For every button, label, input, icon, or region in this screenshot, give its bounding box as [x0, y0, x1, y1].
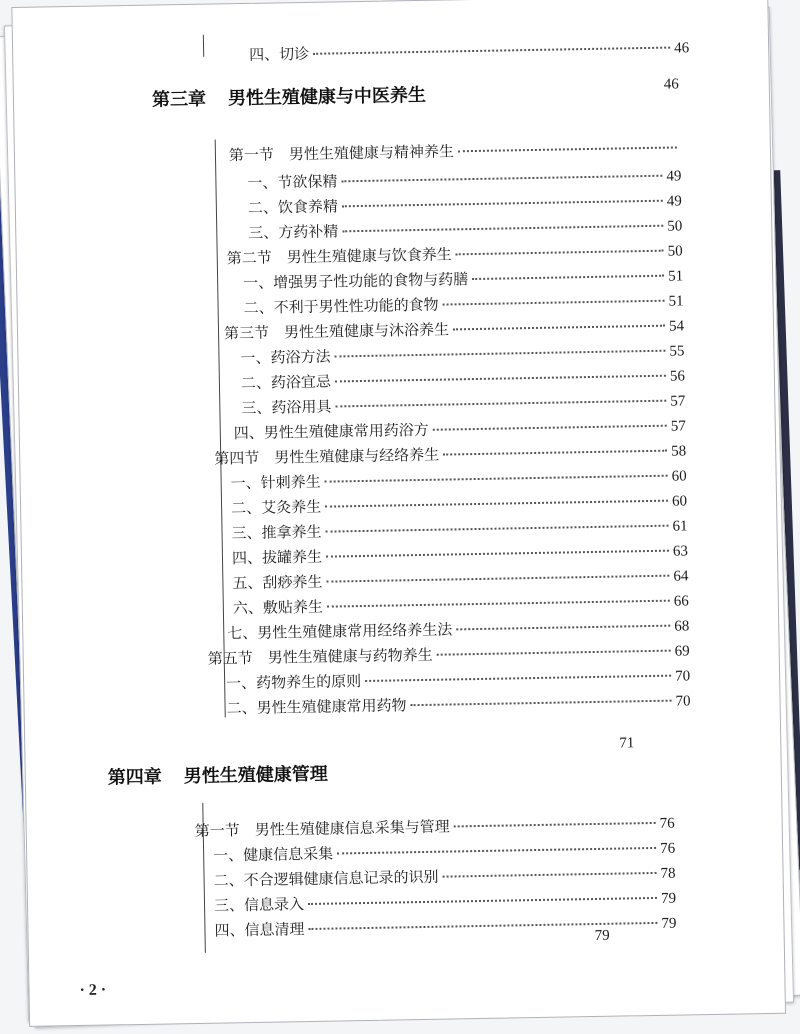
toc-entry-page: 68 — [674, 618, 690, 635]
chapter-3-trailing-page: 71 — [619, 735, 635, 752]
toc-entry — [227, 239, 683, 268]
toc-entry-page: 49 — [666, 193, 682, 210]
toc-entry — [247, 164, 681, 193]
toc-entry — [227, 614, 689, 643]
toc-entry-title: 一、药物养生的原则 — [226, 672, 362, 693]
toc-entry-page: 46 — [674, 40, 690, 57]
dot-leader — [443, 450, 667, 456]
toc-entry-title: 二、不利于男性性功能的食物 — [243, 295, 439, 318]
dot-leader — [325, 500, 668, 508]
toc-entry-page: 79 — [661, 915, 677, 932]
toc-entry-page: 51 — [668, 293, 684, 310]
dot-leader — [335, 400, 666, 408]
chapter-3-number: 第三章 — [151, 88, 207, 111]
toc-entry-title: 第一节 男性生殖健康信息采集与管理 — [194, 817, 450, 840]
dot-leader — [326, 525, 669, 533]
toc-entry — [229, 136, 681, 165]
toc-entry-page: 50 — [667, 243, 683, 260]
chapter-4-trailing-page: 79 — [594, 927, 610, 945]
toc-entry — [248, 214, 682, 243]
dot-leader — [334, 350, 665, 358]
toc-entry-page: 61 — [672, 518, 688, 535]
toc-entry — [241, 364, 685, 393]
dot-leader — [443, 300, 665, 306]
toc-entry — [226, 689, 690, 718]
toc-entry-page: 51 — [667, 268, 684, 285]
toc-page — [11, 0, 786, 1027]
toc-entry-title: 一、药浴方法 — [240, 347, 331, 368]
toc-entry — [248, 189, 682, 218]
toc-entry — [243, 289, 683, 318]
toc-entry-page: 79 — [660, 890, 677, 907]
toc-entry-page: 57 — [670, 418, 686, 435]
chapter-4-title: 男性生殖健康管理 — [183, 763, 328, 788]
vertical-rule-chapter3 — [215, 140, 226, 718]
toc-entry-page: 57 — [670, 393, 686, 410]
dot-leader — [342, 225, 663, 233]
toc-entry-title: 五、刮痧养生 — [232, 572, 323, 593]
dot-leader — [454, 822, 656, 828]
toc-entry — [232, 539, 688, 568]
toc-entry — [231, 489, 687, 518]
dot-leader — [472, 275, 664, 280]
toc-entry-title: 二、不合逻辑健康信息记录的识别 — [213, 867, 439, 890]
dot-leader — [308, 897, 657, 905]
toc-entry-page: 64 — [673, 568, 689, 585]
toc-entry-page: 70 — [674, 668, 691, 685]
toc-entry-page: 49 — [666, 168, 682, 185]
chapter-3-page: 46 — [663, 76, 679, 93]
page-number: · 2 · — [79, 981, 107, 1000]
chapter-4-heading — [108, 760, 328, 790]
toc-entry — [214, 439, 686, 468]
toc-entry-title: 第二节 男性生殖健康与饮食养生 — [226, 245, 452, 268]
dot-leader — [313, 47, 670, 55]
toc-entry — [231, 514, 687, 543]
toc-entry-title: 二、艾灸养生 — [230, 497, 322, 518]
dot-leader — [326, 575, 669, 583]
dot-leader — [443, 872, 657, 878]
toc-entry-title: 第一节 男性生殖健康与精神养生 — [228, 142, 455, 165]
dot-leader — [456, 250, 664, 256]
toc-entry-page: 50 — [667, 218, 683, 235]
dot-leader — [335, 375, 666, 383]
dot-leader — [326, 550, 669, 558]
toc-entry-title: 三、推拿养生 — [231, 522, 322, 543]
toc-entry — [226, 664, 690, 693]
dot-leader — [456, 625, 670, 631]
toc-entry-title: 七、男性生殖健康常用经络养生法 — [227, 620, 453, 643]
toc-entry — [241, 389, 685, 418]
toc-entry-title: 四、信息清理 — [214, 920, 305, 940]
toc-entry-page: 55 — [669, 343, 685, 360]
toc-entry-title: 一、节欲保精 — [247, 172, 338, 192]
vertical-rule-top — [203, 35, 204, 57]
toc-entry-page: 63 — [672, 543, 689, 560]
toc-entry-page: 78 — [660, 865, 676, 882]
toc-entry-title: 第五节 男性生殖健康与药物养生 — [207, 645, 433, 668]
toc-entry — [213, 837, 675, 866]
toc-entry — [233, 589, 689, 618]
toc-entry-title: 四、男性生殖健康常用药浴方 — [233, 420, 429, 443]
dot-leader — [437, 650, 671, 656]
chapter-3-heading — [152, 81, 426, 112]
toc-entry-title: 四、切诊 — [249, 44, 310, 64]
toc-entry-page: 66 — [673, 593, 689, 610]
toc-entry — [213, 862, 675, 891]
toc-entry-title: 三、方药补精 — [248, 222, 339, 242]
toc-entry-title: 第三节 男性生殖健康与沐浴养生 — [223, 320, 450, 343]
dot-leader — [433, 425, 667, 431]
dot-leader — [411, 700, 672, 707]
toc-entry-title: 二、男性生殖健康常用药物 — [226, 696, 407, 718]
toc-entry — [232, 564, 688, 593]
chapter-3-title: 男性生殖健康与中医养生 — [227, 84, 427, 110]
toc-entry-title: 六、敷贴养生 — [232, 597, 324, 618]
toc-entry-page: 69 — [674, 643, 690, 660]
toc-entry-title: 一、健康信息采集 — [213, 844, 334, 865]
toc-entry-page: 54 — [668, 318, 685, 335]
toc-entry — [195, 812, 675, 841]
toc-entry — [224, 314, 684, 343]
toc-entry — [230, 464, 686, 493]
toc-entry-title: 三、信息录入 — [213, 895, 305, 915]
toc-entry-title: 一、增强男子性功能的食物与药膳 — [243, 270, 469, 293]
toc-entry-title: 第四节 男性生殖健康与经络养生 — [214, 445, 440, 468]
toc-entry-title: 一、针刺养生 — [230, 472, 321, 493]
toc-entry-page: 60 — [671, 493, 688, 510]
dot-leader — [453, 325, 665, 331]
toc-entry-title: 二、饮食养精 — [247, 197, 339, 217]
toc-entry-title: 三、药浴用具 — [241, 397, 332, 418]
toc-entry — [234, 414, 686, 443]
dot-leader — [341, 175, 662, 183]
chapter-4-number: 第四章 — [107, 766, 162, 789]
toc-entry — [214, 887, 676, 916]
dot-leader — [327, 600, 670, 608]
toc-entry-page: 76 — [659, 840, 676, 857]
toc-entry-page: 56 — [669, 368, 686, 385]
toc-entry — [243, 264, 683, 293]
toc-entry-page: 60 — [671, 468, 687, 485]
toc-entry — [249, 36, 689, 65]
toc-entry-page: 58 — [671, 443, 687, 460]
dot-leader — [337, 847, 656, 855]
toc-entry — [240, 339, 684, 368]
dot-leader — [365, 675, 671, 682]
toc-entry-title: 四、拔罐养生 — [231, 547, 323, 568]
toc-entry-title: 二、药浴宜忌 — [240, 372, 332, 393]
dot-leader — [458, 146, 677, 152]
dot-leader — [342, 200, 663, 208]
toc-entry-page: 76 — [659, 815, 675, 832]
toc-entry-page: 70 — [675, 693, 691, 710]
dot-leader — [325, 475, 668, 483]
toc-entry — [208, 639, 690, 668]
